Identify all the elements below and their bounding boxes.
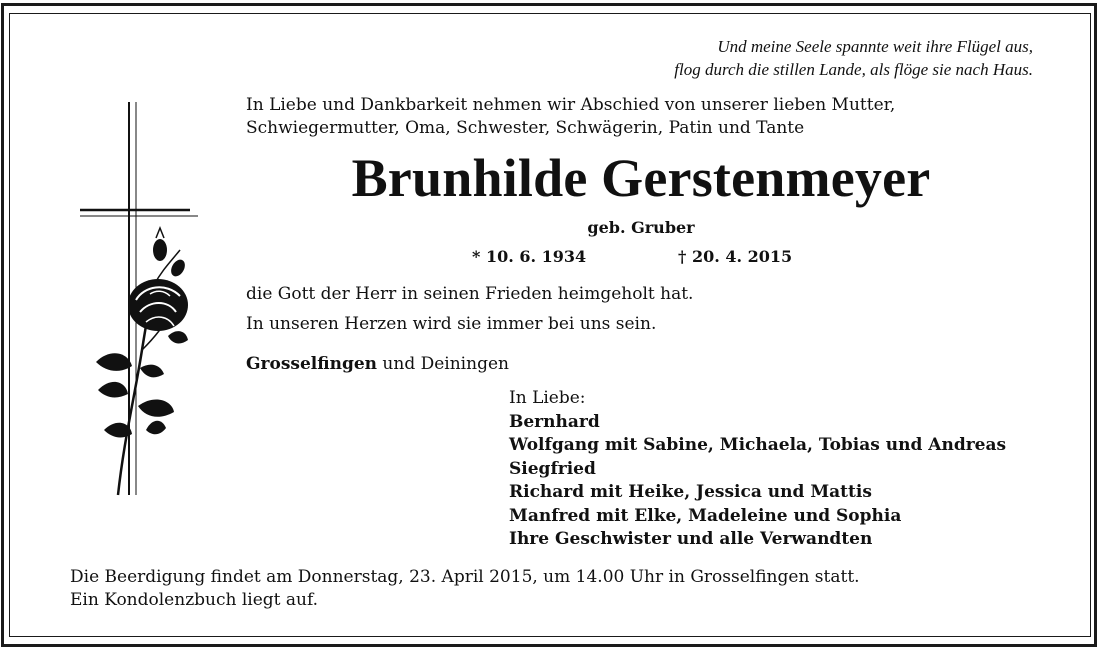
- rose-icon: [96, 228, 188, 495]
- death-date: † 20. 4. 2015: [678, 247, 793, 266]
- place-secondary: und Deiningen: [377, 354, 509, 374]
- mourners-list: [509, 387, 1006, 552]
- intro-text: [246, 94, 1046, 140]
- mourner-name: Siegfried: [509, 458, 596, 479]
- mourners-heading: In Liebe:: [509, 388, 586, 408]
- motto-quote: [433, 35, 1033, 81]
- deceased-name: Brunhilde Gerstenmeyer: [351, 148, 931, 208]
- birth-date: * 10. 6. 1934: [472, 247, 587, 266]
- places: [246, 353, 509, 376]
- funeral-line-1: Die Beerdigung findet am Donnerstag, 23. April 2015, um 14.00 Uhr in Grosselfingen statt.: [70, 567, 860, 587]
- place-primary: Grosselfingen: [246, 354, 378, 374]
- intro-line-2: Schwiegermutter, Oma, Schwester, Schwägerin, Patin und Tante: [246, 118, 805, 138]
- funeral-notice: [70, 566, 860, 612]
- cross-icon: [76, 100, 206, 500]
- mourner-name: Richard mit Heike, Jessica und Mattis: [509, 482, 872, 502]
- intro-line-1: In Liebe und Dankbarkeit nehmen wir Abschied von unserer lieben Mutter,: [246, 95, 896, 115]
- funeral-line-2: Ein Kondolenzbuch liegt auf.: [70, 590, 319, 610]
- body-line-1: die Gott der Herr in seinen Frieden heimgeholt hat.: [246, 284, 694, 304]
- mourner-name: Wolfgang mit Sabine, Michaela, Tobias und Andreas: [509, 435, 1007, 455]
- motto-line-1: Und meine Seele spannte weit ihre Flügel aus,: [717, 37, 1033, 56]
- mourner-name: Bernhard: [509, 411, 600, 432]
- maiden-name: geb. Gruber: [587, 218, 695, 237]
- body-line-2: In unseren Herzen wird sie immer bei uns sein.: [246, 314, 657, 334]
- motto-line-2: flog durch die stillen Lande, als flöge sie nach Haus.: [674, 60, 1033, 79]
- mourner-name: Ihre Geschwister und alle Verwandten: [509, 529, 873, 549]
- mourner-name: Manfred mit Elke, Madeleine und Sophia: [509, 505, 902, 526]
